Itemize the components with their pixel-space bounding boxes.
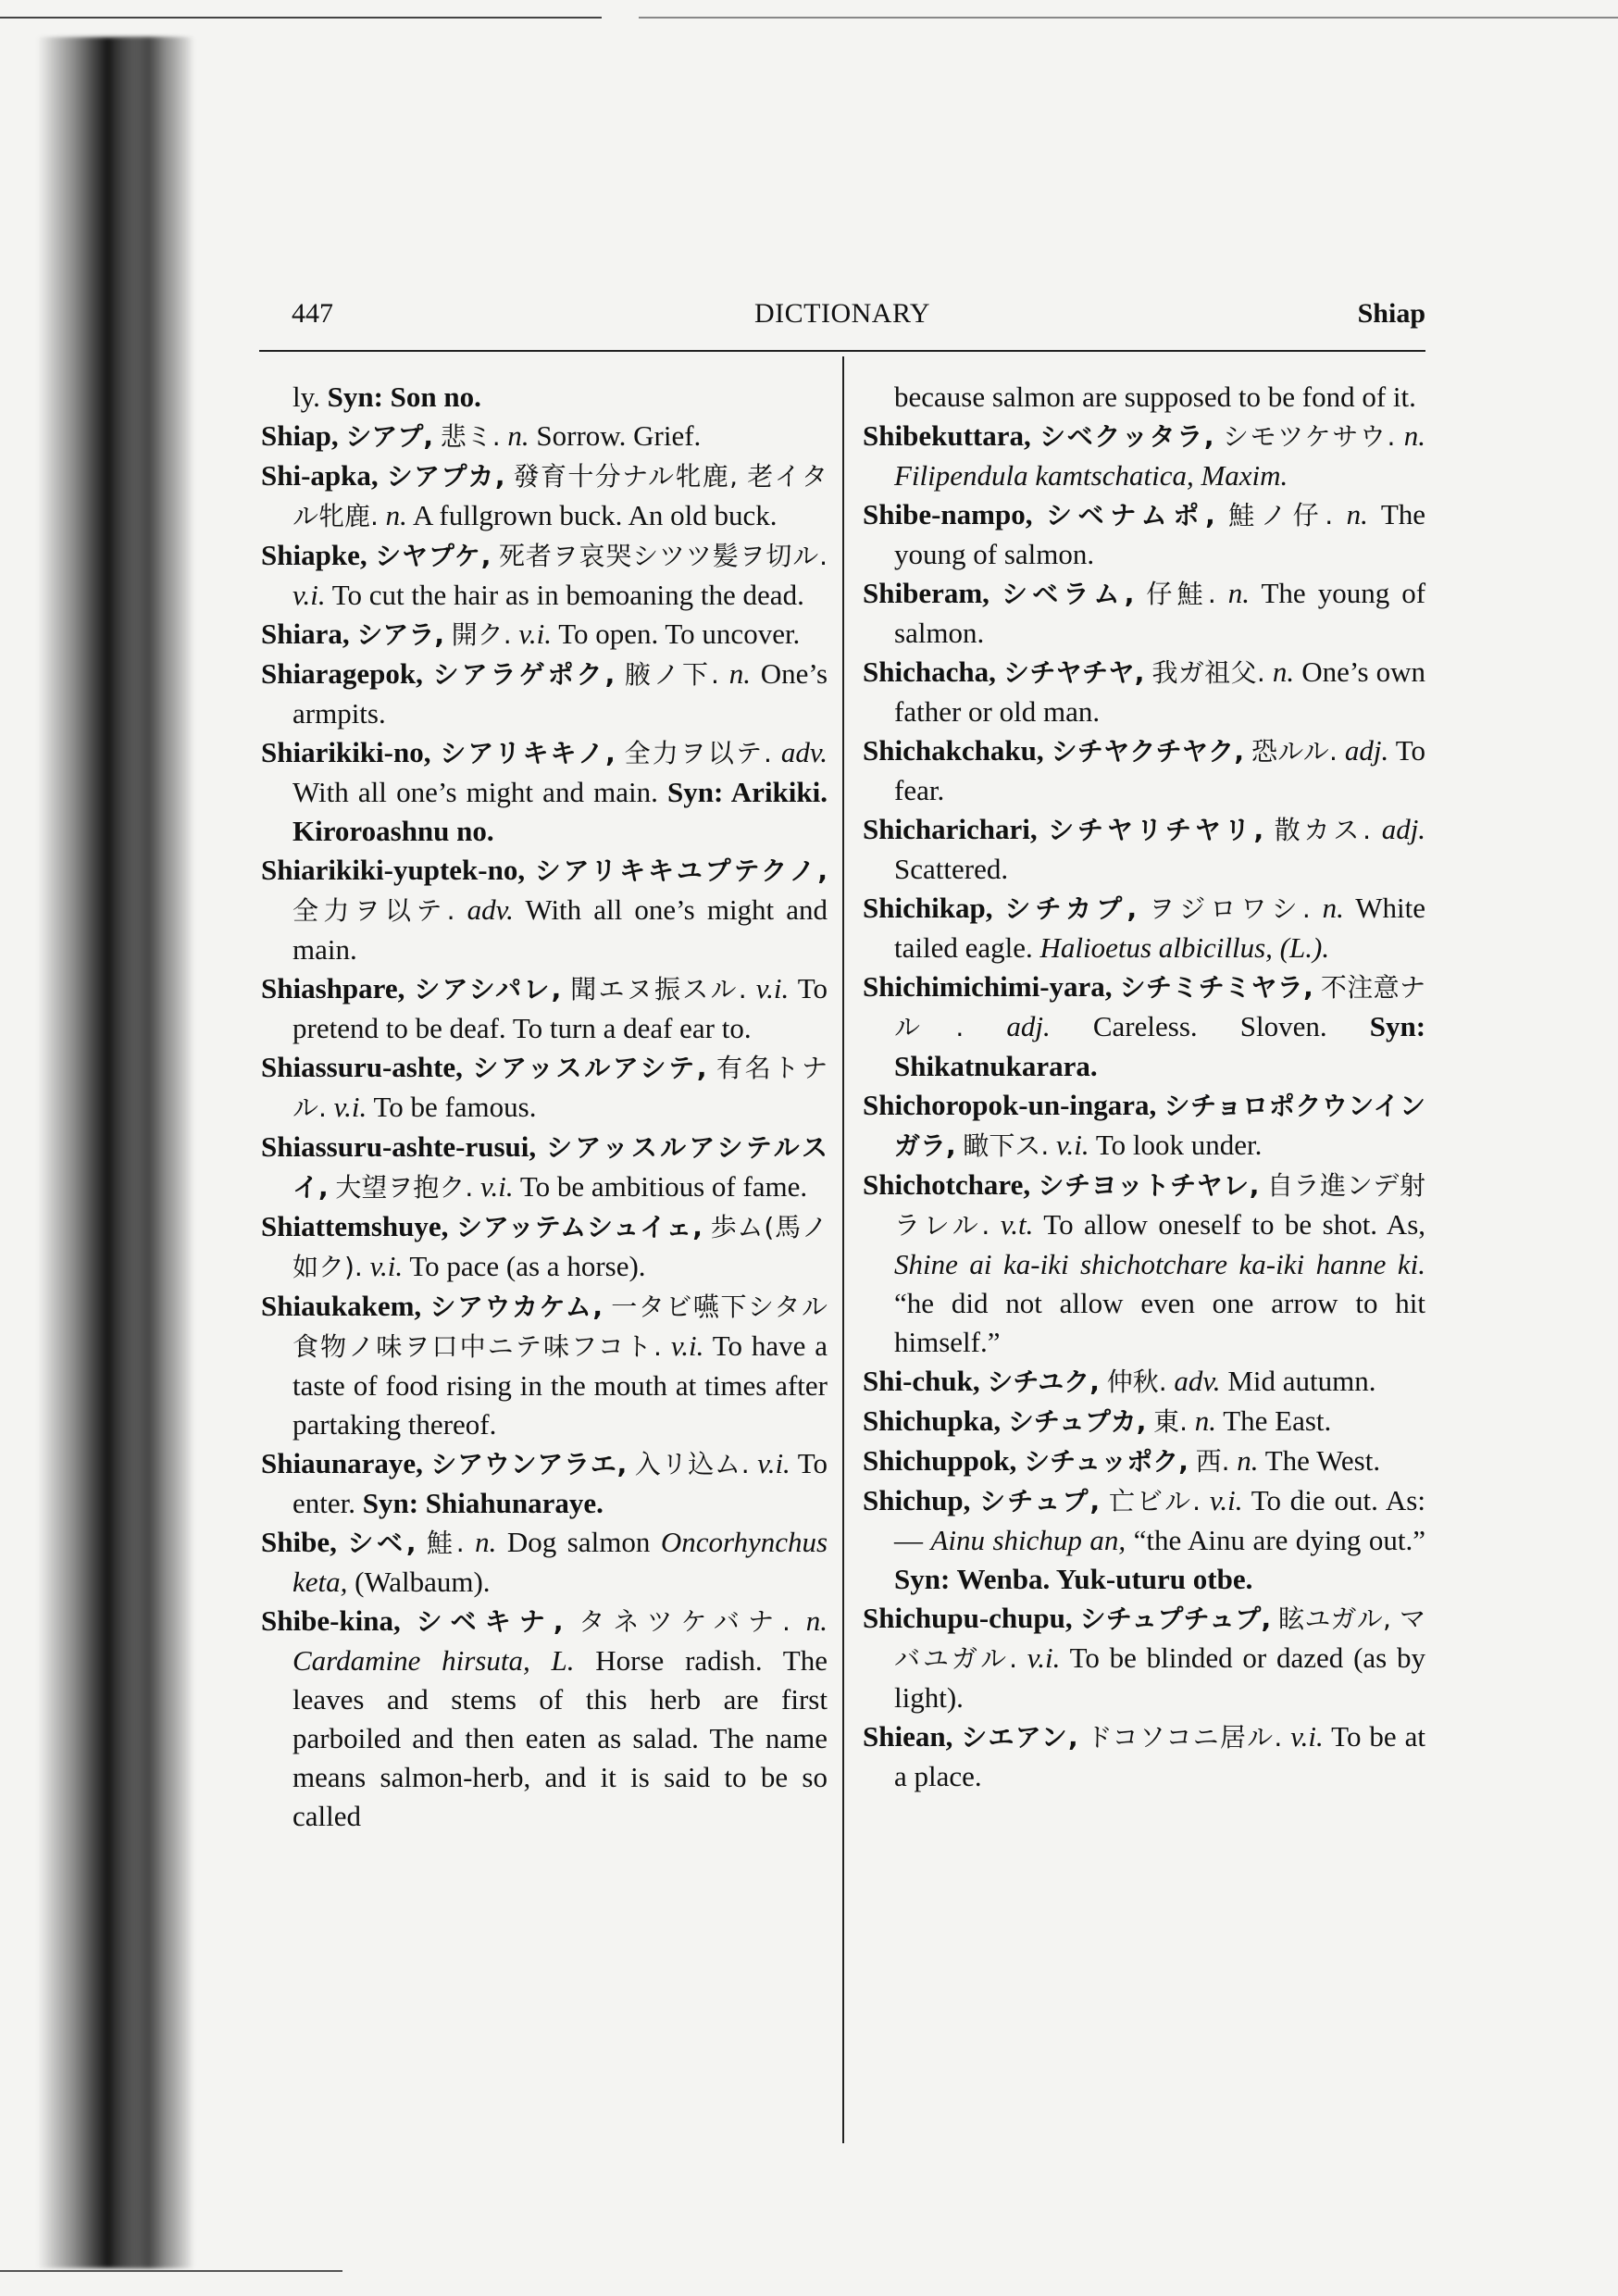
running-title: DICTIONARY [754, 298, 930, 329]
part-of-speech: v.i. [670, 1329, 704, 1362]
japanese-gloss: 散カス. [1274, 815, 1372, 845]
part-of-speech: v.i. [1027, 1641, 1061, 1674]
part-of-speech: v.i. [1290, 1720, 1324, 1753]
japanese-gloss: 有名トナル. [292, 1053, 828, 1123]
headword: Shiaukakem, [261, 1290, 422, 1322]
japanese-gloss: 一タビ嚥下シタル食物ノ味ヲ口中ニテ味フコト. [292, 1292, 828, 1362]
definition: To be at a place. [894, 1720, 1425, 1792]
entry-text: because salmon are supposed to be fond of it. [894, 381, 1416, 413]
page-number: 447 [292, 298, 333, 329]
japanese-gloss: 西. [1195, 1446, 1230, 1477]
japanese-gloss: ヲジロワシ. [1149, 893, 1311, 924]
dictionary-entry [863, 810, 1425, 889]
definition: Scattered. [894, 853, 1009, 885]
headword: Shichupka, [863, 1404, 1002, 1437]
dictionary-entry [261, 733, 828, 851]
part-of-speech: n. [1227, 577, 1251, 609]
dictionary-entry [863, 574, 1425, 653]
dictionary-entry [863, 1481, 1425, 1599]
katakana-reading: シチュッポク, [1024, 1446, 1189, 1477]
definition-cont: “the Ainu are dying out.” [1133, 1524, 1425, 1556]
part-of-speech: v.i. [755, 972, 790, 1004]
definition: Careless. Sloven. [1092, 1010, 1327, 1042]
katakana-reading: シアウンアラエ, [430, 1449, 628, 1479]
katakana-reading: シヤプケ, [375, 541, 492, 571]
katakana-reading: シチヨットチヤレ, [1038, 1170, 1260, 1201]
definition: To fear. [894, 734, 1426, 806]
part-of-speech: n. [805, 1604, 828, 1637]
dictionary-entry [261, 1444, 828, 1523]
scientific-name: Cardamine hirsuta, L. [292, 1644, 575, 1677]
dictionary-entry [863, 417, 1425, 495]
japanese-gloss: 瞰下ス. [963, 1130, 1050, 1161]
japanese-gloss: 發育十分ナル牝鹿, 老イタル牝鹿. [292, 461, 828, 531]
dictionary-entry [261, 969, 828, 1048]
headword: Shichakchaku, [863, 734, 1044, 767]
part-of-speech: v.i. [1209, 1484, 1243, 1516]
part-of-speech: n. [385, 499, 407, 531]
top-edge-line-right [639, 17, 1618, 19]
japanese-gloss: 東. [1153, 1406, 1189, 1437]
dictionary-entry [261, 655, 828, 733]
definition: To be famous. [373, 1091, 537, 1123]
part-of-speech: n. [1322, 892, 1344, 924]
part-of-speech: v.i. [757, 1447, 790, 1479]
definition: To open. To uncover. [558, 618, 801, 650]
synonym: Syn: Shikatnukarara. [894, 1010, 1426, 1082]
katakana-reading: シアシパレ, [414, 974, 562, 1004]
part-of-speech: adv. [780, 736, 828, 768]
katakana-reading: シベクッタラ, [1039, 421, 1214, 452]
headword: Shichotchare, [863, 1168, 1031, 1201]
definition: The East. [1223, 1404, 1332, 1437]
definition: To pretend to be deaf. To turn a deaf ear to. [292, 972, 828, 1044]
page-header [259, 298, 1425, 339]
japanese-gloss: 亡ビル. [1108, 1486, 1201, 1516]
definition: A fullgrown buck. An old buck. [412, 499, 778, 531]
part-of-speech: n. [1346, 498, 1368, 530]
headword: Shibekuttara, [863, 419, 1031, 452]
japanese-gloss: 開ク. [451, 619, 512, 650]
dictionary-entry [863, 1441, 1425, 1481]
headword: Shiassuru-ashte-rusui, [261, 1130, 537, 1163]
dictionary-entry [863, 495, 1425, 574]
definition: To cut the hair as in bemoaning the dead. [331, 579, 804, 611]
definition: The West. [1264, 1444, 1381, 1477]
dictionary-entry [863, 731, 1425, 810]
japanese-gloss: タネツケバナ. [579, 1606, 790, 1637]
definition: To die out. As:— [894, 1484, 1425, 1556]
headword: Shichacha, [863, 655, 996, 688]
dictionary-entry [261, 1602, 828, 1836]
katakana-reading: シチヤチヤ, [1002, 657, 1145, 688]
dictionary-entry [261, 1523, 828, 1602]
part-of-speech: adj. [1006, 1010, 1051, 1042]
definition: To pace (as a horse). [409, 1250, 646, 1282]
headword: Shiaragepok, [261, 657, 423, 690]
dictionary-entry [863, 1402, 1425, 1441]
entry-continuation [863, 378, 1425, 417]
scientific-name: Filipendula kamtschatica, Maxim. [894, 459, 1288, 492]
dictionary-entry [863, 1717, 1425, 1796]
synonym: Syn: Son no. [327, 381, 481, 413]
japanese-gloss: 不注意ナル. [894, 972, 1425, 1042]
header-rule [259, 350, 1425, 352]
katakana-reading: シアプカ, [386, 461, 505, 492]
katakana-reading: シアッテムシュイェ, [456, 1212, 703, 1242]
katakana-reading: シチュプ, [979, 1486, 1101, 1516]
japanese-gloss: シモツケサウ. [1222, 421, 1396, 452]
part-of-speech: n. [1194, 1404, 1217, 1437]
dictionary-entry [261, 1287, 828, 1444]
katakana-reading: シベ, [347, 1528, 417, 1558]
japanese-gloss: 自ラ進ンデ射ラレル. [894, 1170, 1425, 1241]
headword: Shicharichari, [863, 813, 1038, 845]
synonym: Syn: Arikiki. Kiroroashnu no. [292, 776, 828, 847]
part-of-speech: v.i. [518, 618, 552, 650]
katakana-reading: シアラ, [356, 619, 444, 650]
headword: Shiap, [261, 419, 339, 452]
part-of-speech: adj. [1344, 734, 1389, 767]
bottom-edge-line [0, 2270, 342, 2272]
definition: To enter. [292, 1447, 828, 1519]
dictionary-entry [863, 967, 1425, 1086]
definition: The young of salmon. [894, 498, 1426, 570]
headword: Shi-chuk, [863, 1365, 980, 1397]
example: Ainu shichup an, [930, 1524, 1126, 1556]
part-of-speech: v.i. [480, 1170, 514, 1203]
headword: Shichikap, [863, 892, 993, 924]
headword: Shiarikiki-yuptek-no, [261, 854, 526, 886]
dictionary-entry [863, 1599, 1425, 1717]
japanese-gloss: 眩ユガル, マバユガル. [894, 1603, 1426, 1674]
book-spine-shadow-inner [111, 37, 194, 2268]
dictionary-entry [261, 536, 828, 615]
japanese-gloss: 大望ヲ抱ク. [335, 1172, 474, 1203]
example: Shine ai ka-iki shichotchare ka-iki hanne ki. [894, 1248, 1425, 1280]
definition: One’s own father or old man. [894, 655, 1426, 728]
japanese-gloss: ドコソコニ居ル. [1086, 1722, 1283, 1753]
definition: With all one’s might and main. [292, 776, 658, 808]
headword: Shiara, [261, 618, 350, 650]
part-of-speech: v.i. [369, 1250, 404, 1282]
dictionary-entry [261, 1128, 828, 1207]
japanese-gloss: 歩ム(馬ノ如ク). [292, 1212, 828, 1282]
column-divider [842, 356, 844, 2143]
definition-cont: (Walbaum). [355, 1566, 491, 1598]
part-of-speech: n. [507, 419, 529, 452]
japanese-gloss: 腋ノ下. [625, 659, 719, 690]
dictionary-entry [863, 1362, 1425, 1402]
katakana-reading: シエアン, [961, 1722, 1078, 1753]
headword: Shiean, [863, 1720, 953, 1753]
left-column [261, 378, 828, 1836]
japanese-gloss: 鮭. [426, 1528, 465, 1558]
dictionary-entry [863, 1166, 1425, 1362]
katakana-reading: シチョロポクウンインガラ, [894, 1091, 1426, 1161]
katakana-reading: シアラゲポク, [432, 659, 616, 690]
katakana-reading: シアリキキユプテクノ, [534, 855, 828, 886]
dictionary-entry [261, 1207, 828, 1287]
katakana-reading: シアプ, [345, 421, 433, 452]
synonym: Syn: Wenba. Yuk-uturu otbe. [894, 1563, 1253, 1595]
definition: Dog salmon [506, 1526, 651, 1558]
japanese-gloss: 入リ込ム. [634, 1449, 750, 1479]
dictionary-entry [261, 1048, 828, 1128]
dictionary-entry [261, 615, 828, 655]
definition-cont: “he did not allow even one arrow to hit himself.” [894, 1287, 1425, 1358]
part-of-speech: v.i. [333, 1091, 367, 1123]
japanese-gloss: 聞エヌ振スル. [570, 974, 747, 1004]
headword: Shichimichimi-yara, [863, 970, 1113, 1003]
part-of-speech: v.t. [1000, 1208, 1034, 1241]
katakana-reading: シチカプ, [1004, 893, 1138, 924]
katakana-reading: シチヤリチヤリ, [1048, 815, 1264, 845]
katakana-reading: シチミチミヤラ, [1119, 972, 1313, 1003]
katakana-reading: シベナムポ, [1045, 500, 1215, 530]
definition: To be blinded or dazed (as by light). [894, 1641, 1425, 1714]
right-column [863, 378, 1425, 1796]
headword: Shichup, [863, 1484, 971, 1516]
scientific-name: Halioetus albicillus, (L.). [1039, 931, 1330, 964]
japanese-gloss: 死者ヲ哀哭シツツ髪ヲ切ル. [498, 541, 828, 571]
part-of-speech: n. [475, 1526, 497, 1558]
definition: The young of salmon. [894, 577, 1426, 649]
japanese-gloss: 仔鮭. [1146, 579, 1216, 609]
part-of-speech: n. [1272, 655, 1295, 688]
part-of-speech: n. [1237, 1444, 1259, 1477]
dictionary-entry [261, 851, 828, 969]
japanese-gloss: 全力ヲ以テ. [624, 738, 772, 768]
part-of-speech: adv. [467, 893, 514, 926]
headword: Shibe-nampo, [863, 498, 1033, 530]
definition: To have a taste of food rising in the mouth at times after partaking thereof. [292, 1329, 828, 1441]
headword: Shiassuru-ashte, [261, 1051, 463, 1083]
definition: To look under. [1095, 1129, 1263, 1161]
katakana-reading: シチヤクチヤク, [1051, 736, 1244, 767]
part-of-speech: v.i. [1056, 1129, 1089, 1161]
dictionary-entry [863, 1086, 1425, 1166]
headword: Shiberam, [863, 577, 989, 609]
synonym: Syn: Shiahunaraye. [362, 1487, 604, 1519]
katakana-reading: シアウカケム, [429, 1292, 603, 1322]
definition: Mid autumn. [1227, 1365, 1376, 1397]
entry-text: ly. [292, 381, 320, 413]
katakana-reading: シアッスルアシテルスイ, [292, 1132, 828, 1203]
katakana-reading: シチュプカ, [1007, 1406, 1147, 1437]
part-of-speech: v.i. [292, 579, 326, 611]
japanese-gloss: 鮭ノ仔. [1228, 500, 1334, 530]
katakana-reading: シチュプチュプ, [1079, 1603, 1272, 1634]
katakana-reading: シベキナ, [416, 1606, 564, 1637]
katakana-reading: シアッスルアシテ, [472, 1053, 707, 1083]
part-of-speech: n. [728, 657, 751, 690]
part-of-speech: adv. [1174, 1365, 1221, 1397]
headword: Shichoropok-un-ingara, [863, 1089, 1157, 1121]
japanese-gloss: 恐ルル. [1251, 736, 1338, 767]
definition: Sorrow. Grief. [536, 419, 702, 452]
headword: Shiarikiki-no, [261, 736, 431, 768]
headword: Shichupu-chupu, [863, 1602, 1073, 1634]
definition: With all one’s might and main. [292, 893, 828, 966]
dictionary-entry [863, 889, 1425, 967]
headword: Shiattemshuye, [261, 1210, 449, 1242]
japanese-gloss: 悲ミ. [440, 421, 501, 452]
headword: Shi-apka, [261, 459, 379, 492]
top-edge-line [0, 17, 602, 19]
dictionary-entry [261, 456, 828, 536]
headword: Shibe-kina, [261, 1604, 401, 1637]
headword: Shichuppok, [863, 1444, 1017, 1477]
headword: Shiapke, [261, 539, 367, 571]
katakana-reading: シチユク, [987, 1366, 1100, 1397]
japanese-gloss: 仲秋. [1106, 1366, 1167, 1397]
definition: White tailed eagle. [894, 892, 1426, 964]
definition: To allow oneself to be shot. As, [1043, 1208, 1426, 1241]
japanese-gloss: 我ガ祖父. [1151, 657, 1265, 688]
katakana-reading: シアリキキノ, [440, 738, 616, 768]
dictionary-entry [863, 653, 1425, 731]
dictionary-entry [261, 417, 828, 456]
headword: Shibe, [261, 1526, 337, 1558]
scientific-name: Oncorhynchus keta, [292, 1526, 828, 1598]
katakana-reading: シベラム, [1001, 579, 1135, 609]
japanese-gloss: 全力ヲ以テ. [292, 895, 455, 926]
definition-cont: Horse radish. The leaves and stems of this herb are first parboiled and then eaten as salad. The name means salmon-herb, and it is said to be so called [292, 1644, 828, 1832]
guide-word: Shiap [1357, 298, 1425, 329]
definition: To be ambitious of fame. [519, 1170, 808, 1203]
entry-continuation [261, 378, 828, 417]
definition: One’s armpits. [292, 657, 828, 730]
part-of-speech: n. [1403, 419, 1426, 452]
headword: Shiashpare, [261, 972, 405, 1004]
headword: Shiaunaraye, [261, 1447, 423, 1479]
part-of-speech: adj. [1381, 813, 1426, 845]
